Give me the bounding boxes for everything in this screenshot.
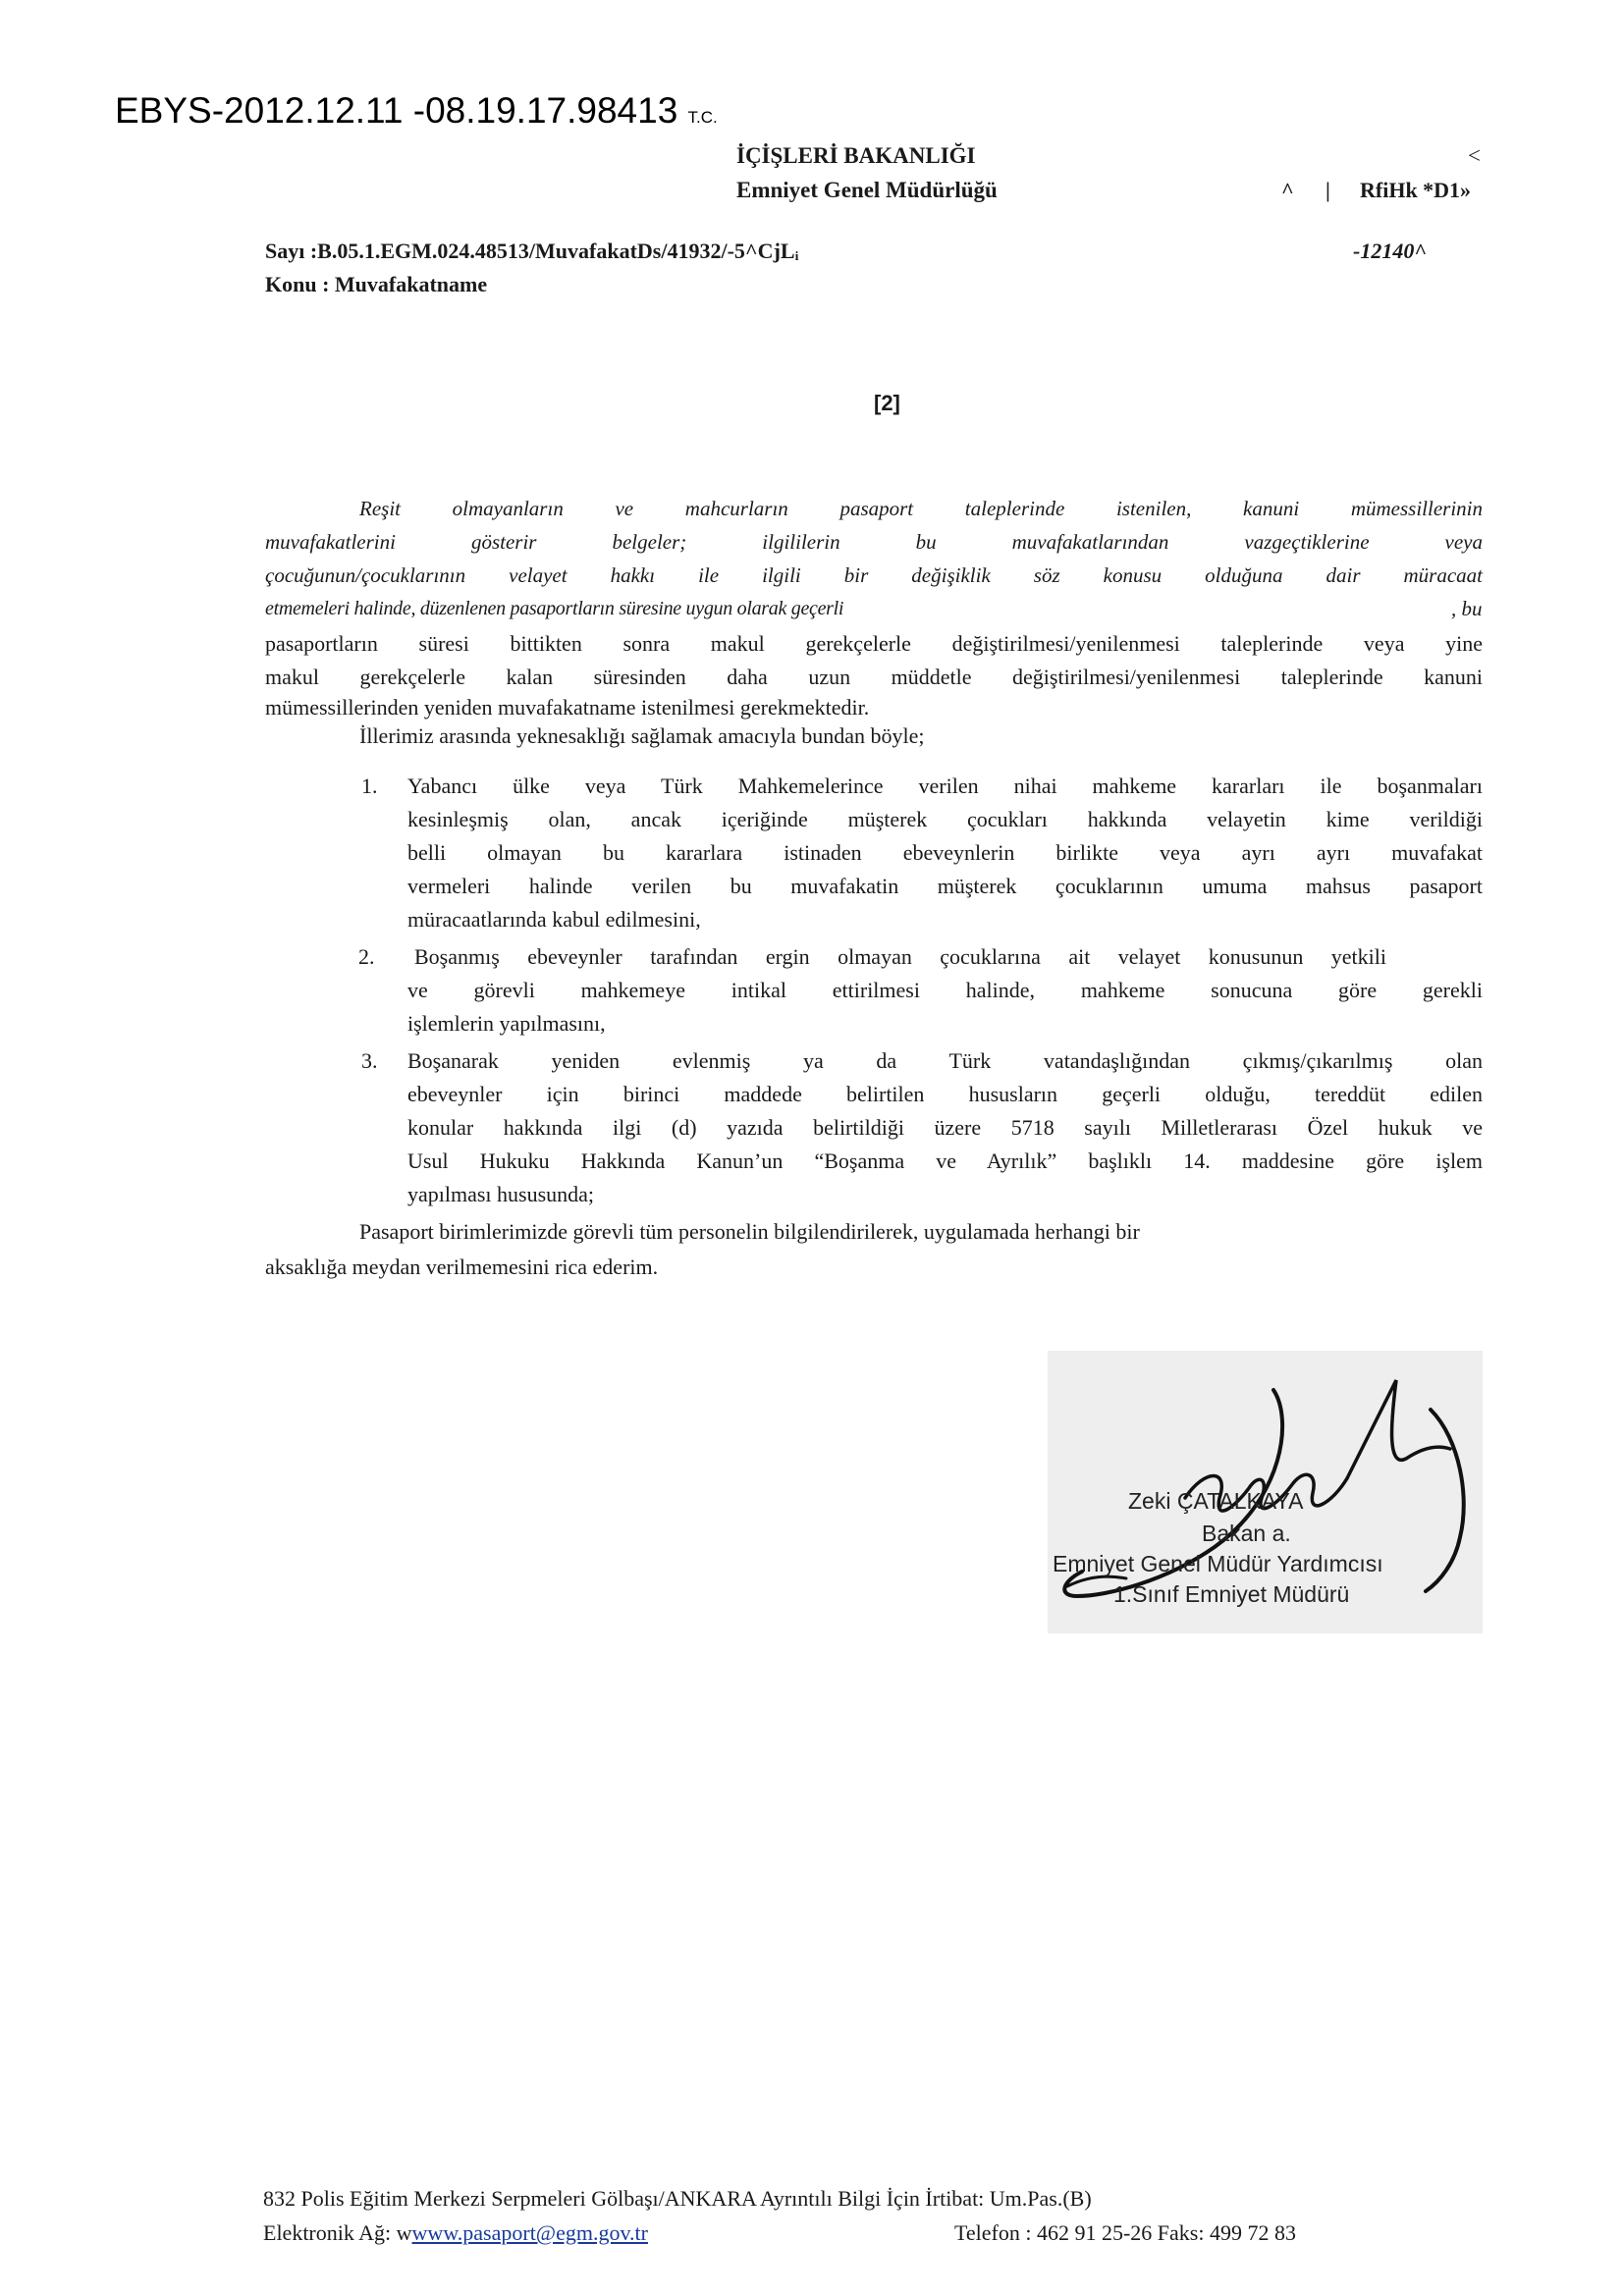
list-item-line: Usul Hukuku Hakkında Kanun’un “Boşanma ve Ayrılık” başlıklı 14. maddesine göre işlem <box>407 1148 1483 1173</box>
header-mark-caret: ^ <box>1281 178 1294 202</box>
paragraph-line: çocuğunun/çocuklarının velayet hakkı ile ilgili bir değişiklik söz konusu olduğuna dair müracaat <box>265 563 1483 587</box>
footer-address: 832 Polis Eğitim Merkezi Serpmeleri Gölbaşı/ANKARA Ayrıntılı Bilgi İçin İrtibat: Um.Pas.(B) <box>263 2186 1092 2211</box>
header-mark-lt: < <box>1468 143 1481 168</box>
list-item-line: konular hakkında ilgi (d) yazıda belirtildiği üzere 5718 sayılı Milletlerarası Özel hukuk ve <box>407 1115 1483 1140</box>
ministry-name: İÇİŞLERİ BAKANLIĞI <box>736 143 976 168</box>
list-item-line: işlemlerin yapılmasını, <box>407 1011 606 1036</box>
closing-line: Pasaport birimlerimizde görevli tüm personelin bilgilendirilerek, uygulamada herhangi bir <box>359 1219 1140 1244</box>
reference-mark: [2] <box>874 391 900 415</box>
signature-block <box>1048 1351 1483 1633</box>
paragraph-intro: İllerimiz arasında yeknesaklığı sağlamak amacıyla bundan böyle; <box>359 723 925 748</box>
footer-email-link[interactable]: www.pasaport@egm.gov.tr <box>411 2220 648 2245</box>
footer-contact <box>263 2220 648 2246</box>
signer-rank: 1.Sınıf Emniyet Müdürü <box>1113 1581 1350 1607</box>
list-item-number: 1. <box>361 774 378 798</box>
list-item-number: 3. <box>361 1048 378 1073</box>
footer-phone: Telefon : 462 91 25-26 Faks: 499 72 83 <box>954 2220 1296 2245</box>
paragraph-line-end: , bu <box>1451 597 1483 620</box>
list-item-line: müracaatlarında kabul edilmesini, <box>407 907 701 932</box>
ebys-code: EBYS-2012.12.11 -08.19.17.98413 <box>115 90 678 131</box>
paragraph-line: Reşit olmayanların ve mahcurların pasaport taleplerinde istenilen, kanuni mümessillerinin <box>359 497 1483 520</box>
directorate-name: Emniyet Genel Müdürlüğü <box>736 178 998 202</box>
list-item-line: kesinleşmiş olan, ancak içeriğinde müşterek çocukları hakkında velayetin kime verildiği <box>407 807 1483 831</box>
paragraph-line: makul gerekçelerle kalan süresinden daha uzun müddetle değiştirilmesi/yenilenmesi taleplerinde kanuni <box>265 665 1483 689</box>
document-serial: -12140^ <box>1353 239 1427 263</box>
list-item-line: vermeleri halinde verilen bu muvafakatin müşterek çocuklarının umuma mahsus pasaport <box>407 874 1483 898</box>
paragraph-line: pasaportların süresi bittikten sonra makul gerekçelerle değiştirilmesi/yenilenmesi taleplerinde veya yine <box>265 631 1483 656</box>
header-mark-rf: RfiHk *D1» <box>1360 178 1472 202</box>
list-item-line: ve görevli mahkemeye intikal ettirilmesi halinde, mahkeme sonucuna göre gerekli <box>407 978 1483 1002</box>
list-item-number: 2. <box>358 944 375 969</box>
list-item-line: Yabancı ülke veya Türk Mahkemelerince verilen nihai mahkeme kararları ile boşanmaları <box>407 774 1483 798</box>
footer-net-label: Elektronik Ağ: w <box>263 2220 412 2245</box>
list-item-line: yapılması hususunda; <box>407 1182 595 1206</box>
list-item-line: Boşanarak yeniden evlenmiş ya da Türk vatandaşlığından çıkmış/çıkarılmış olan <box>407 1048 1483 1073</box>
document-number: Sayı :B.05.1.EGM.024.48513/MuvafakatDs/41932/-5^CjLᵢ <box>265 239 799 263</box>
signer-authority: Bakan a. <box>1202 1521 1291 1546</box>
paragraph-line: mümessillerinden yeniden muvafakatname istenilmesi gerekmektedir. <box>265 695 870 720</box>
document-subject: Konu : Muvafakatname <box>265 272 488 296</box>
paragraph-line: muvafakatlerini gösterir belgeler; ilgililerin bu muvafakatlarından vazgeçtiklerine veya <box>265 530 1483 554</box>
list-item-line: belli olmayan bu kararlara istinaden ebeveynlerin birlikte veya ayrı ayrı muvafakat <box>407 840 1483 865</box>
closing-line: aksaklığa meydan verilmemesini rica ederim. <box>265 1255 659 1279</box>
tc-mark: T.C. <box>687 108 718 127</box>
ebys-document-code <box>115 90 718 132</box>
list-item-line: Boşanmış ebeveynler tarafından ergin olmayan çocuklarına ait velayet konusunun yetkili <box>414 944 1386 969</box>
signer-title: Emniyet Genel Müdür Yardımcısı <box>1053 1551 1383 1576</box>
header-mark-pipe: | <box>1325 178 1330 202</box>
signer-name: Zeki ÇATALKAYA <box>1128 1488 1304 1514</box>
paragraph-line: etmemeleri halinde, düzenlenen pasaportların süresine uygun olarak geçerli <box>265 598 844 619</box>
list-item-line: ebeveynler için birinci maddede belirtilen hususların geçerli olduğu, tereddüt edilen <box>407 1082 1483 1106</box>
